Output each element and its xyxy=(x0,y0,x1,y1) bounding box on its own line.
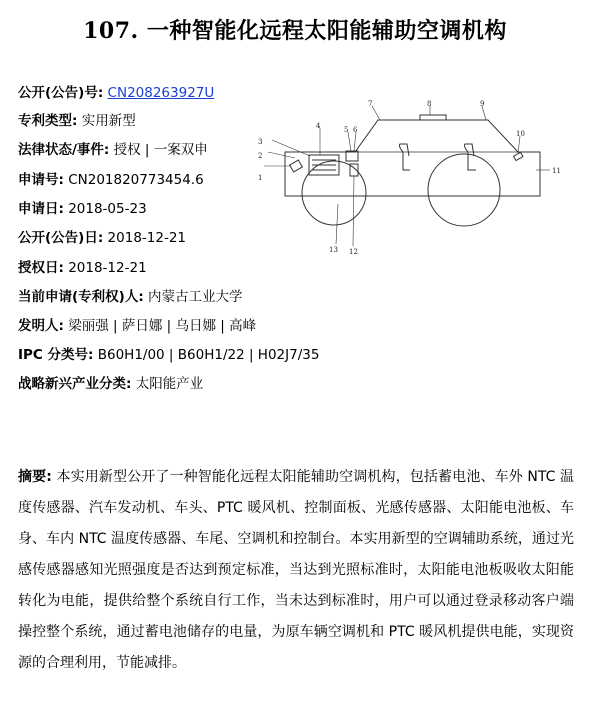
pub-date-field xyxy=(18,229,186,247)
patent-type-label: 专利类型: xyxy=(18,113,78,129)
car-body-outline xyxy=(285,120,540,196)
app-no-field xyxy=(18,171,204,189)
callout-1: 1 xyxy=(258,174,263,182)
callout-7: 7 xyxy=(368,100,373,108)
abstract-label: 摘要: xyxy=(18,469,52,485)
solar-panel xyxy=(420,115,446,120)
app-date-field xyxy=(18,200,147,218)
app-date-label: 申请日: xyxy=(18,201,64,217)
inventors-label: 发明人: xyxy=(18,318,64,334)
rear-seat xyxy=(464,144,476,170)
legal-status-field xyxy=(18,141,208,159)
grant-date-value: 2018-12-21 xyxy=(68,260,147,276)
ipc-label: IPC 分类号: xyxy=(18,347,94,363)
inventors-field xyxy=(18,317,256,335)
callout-13: 13 xyxy=(329,246,338,254)
inventors-value: 梁丽强 | 萨日娜 | 乌日娜 | 高峰 xyxy=(68,318,257,334)
patent-type-value: 实用新型 xyxy=(81,113,136,129)
vehicle-schematic-figure xyxy=(250,96,580,260)
pub-no-label: 公开(公告)号: xyxy=(18,85,104,101)
patent-type-field xyxy=(18,112,136,130)
callout-2: 2 xyxy=(258,152,263,160)
ipc-value: B60H1/00 | B60H1/22 | H02J7/35 xyxy=(97,347,320,363)
pub-no-field xyxy=(18,84,214,102)
abstract-section xyxy=(18,462,574,679)
industry-field xyxy=(18,375,203,393)
applicant-value: 内蒙古工业大学 xyxy=(148,289,243,305)
app-no-label: 申请号: xyxy=(18,172,64,188)
callout-6: 6 xyxy=(353,126,358,134)
front-seat xyxy=(399,144,410,170)
callout-3: 3 xyxy=(258,138,263,146)
abstract-text: 本实用新型公开了一种智能化远程太阳能辅助空调机构，包括蓄电池、车外 NTC 温度传感器、汽车发动机、车头、PTC 暖风机、控制面板、光感传感器、太阳能电池板、车身、车内 NTC 温度传感器、车尾、空调机和控制台。本实用新型的空调辅助系统，通过光感传感器感知光照强度是否达到预定标准，当达到光照标准时，太阳能电池板吸收太阳能转化为电能，提供给整个系统自行工作，当未达到标准时，用户可以通过登录移动客户端操控整个系统，通过蓄电池储存的电量，为原车辆空调机和 PTC 暖风机提供电能，实现资源的合理利用，节能减排。 xyxy=(18,469,574,671)
pub-date-label: 公开(公告)日: xyxy=(18,230,104,246)
applicant-label: 当前申请(专利权)人: xyxy=(18,289,144,305)
app-date-value: 2018-05-23 xyxy=(68,201,147,217)
page-title: 107. 一种智能化远程太阳能辅助空调机构 xyxy=(83,18,507,44)
ipc-field xyxy=(18,346,319,364)
legal-status-label: 法律状态/事件: xyxy=(18,142,110,158)
pub-date-value: 2018-12-21 xyxy=(107,230,187,246)
callout-12: 12 xyxy=(349,248,358,256)
callout-11: 11 xyxy=(552,167,561,175)
callout-5: 5 xyxy=(344,126,349,134)
callout-9: 9 xyxy=(480,100,485,108)
rear-wheel xyxy=(428,154,500,226)
industry-value: 太阳能产业 xyxy=(135,376,204,392)
grant-date-field xyxy=(18,259,147,277)
battery xyxy=(290,160,303,172)
callout-10: 10 xyxy=(516,130,525,138)
grant-date-label: 授权日: xyxy=(18,260,64,276)
callout-8: 8 xyxy=(427,100,432,108)
callout-4: 4 xyxy=(316,122,321,130)
applicant-field xyxy=(18,288,243,306)
app-no-value: CN201820773454.6 xyxy=(68,172,204,188)
pub-no-link[interactable]: CN208263927U xyxy=(107,85,215,101)
front-wheel xyxy=(302,161,366,225)
legal-status-value: 授权 | 一案双申 xyxy=(113,142,208,158)
industry-label: 战略新兴产业分类: xyxy=(18,376,132,392)
